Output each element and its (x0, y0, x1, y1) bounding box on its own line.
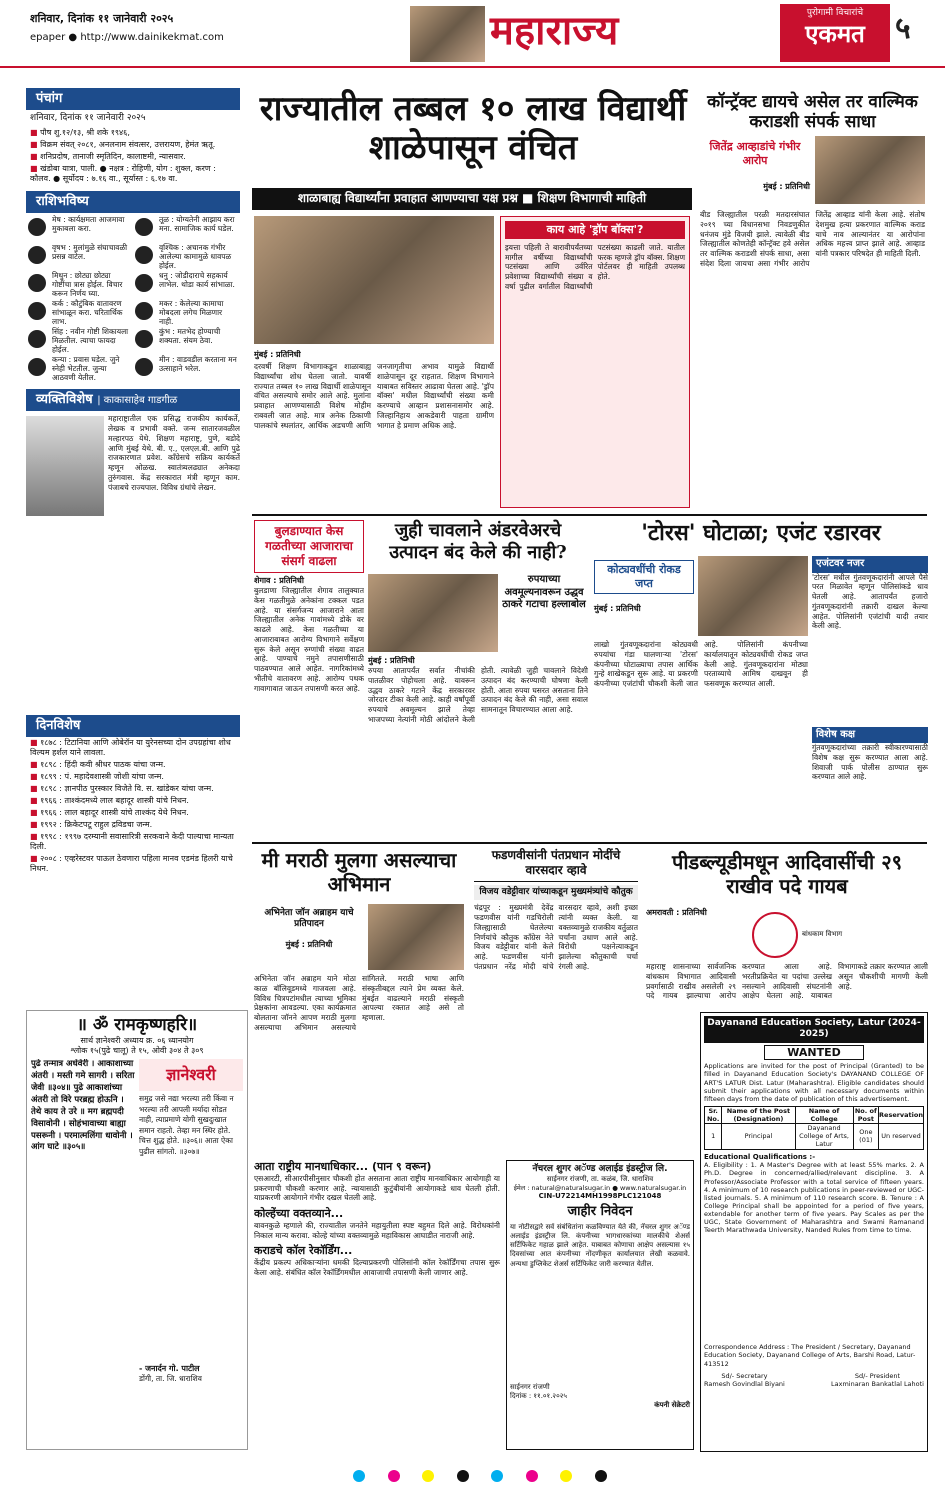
table-row (705, 1124, 924, 1149)
newspaper-logo (780, 4, 890, 62)
awhad-headline: कॉन्ट्रॅक्ट द्यायचे असेल तर वाल्मिक कराडशी संपर्क साधा (707, 92, 918, 133)
notice-secretary: कंपनी सेक्रेटरी (654, 1400, 690, 1409)
dayanand-intro: Applications are invited for the post of Principal (Granted) to be filled in Dayanand Education Society's DAYANAND COLLEGE OF ART'S LATUR Dist. Latur (Maharashtra). Eligible candidates should submit their applications with all necessary documents within fifteen days from the date of publication of this advertisement. (704, 1062, 924, 1103)
notice-sign: साईनगर रांजणी (510, 1383, 550, 1392)
masthead-photo (410, 6, 485, 62)
table-cell: Principal (722, 1124, 795, 1149)
notice-company: नॅचरल शुगर अॅण्ड अलाईड इंडस्ट्रीज लि. (532, 1164, 668, 1174)
table-cell: Un reserved (879, 1124, 924, 1149)
ramkrishna-box (26, 1010, 248, 1450)
notice-title: जाहीर निवेदन (567, 1203, 633, 1219)
dinvishesh-item: ■ १८९९ : पं. महादेवशास्त्री जोशी यांचा जन्म. (26, 771, 240, 783)
torres-dateline: मुंबई : प्रतिनिधी (594, 604, 641, 613)
torres-side (812, 556, 928, 838)
dinvishesh-item: ■ १८७८ : टिटानिया आणि ओबेरॉन या युरेनसच्या दोन उपग्रहांचा शोध विल्यम हर्शल याने लावला. (26, 737, 240, 759)
juhi-body: रुपया आतापर्यंत सर्वात नीचांकी पातळीवर पोहोचला आहे. यावरून उद्धव ठाकरे गटाने केंद्र सरकारवर जोरदार टीका केली आहे. काही वर्षांपूर्वी रुपयाचे अवमूल्यन झाले तेव्हा भाजपच्या नेत्यांनी मोठी आंदोलने केली होती. त्यावेळी जुही चावलाने विदेशी उत्पादन बंद करण्याची घोषणा केली होती. आता रुपया घसरत असताना तिने उत्पादन बंद केले की नाही, असा सवाल सामनातून विचारण्यात आला आहे. (368, 666, 588, 724)
awhad-photo (815, 136, 925, 204)
karad-headline: कराडचे कॉल रेकॉर्डिंग... (254, 1244, 353, 1258)
dinvishesh-list (26, 737, 240, 877)
wanted-label: WANTED (764, 1045, 864, 1061)
lead-dateline: मुंबई : प्रतिनिधी (254, 350, 301, 359)
vyakti-title: व्यक्तिविशेष (36, 392, 93, 408)
juhi-tag: रुपयाच्या अवमूल्यनावरून उद्धव ठाकरे गटाचा हल्लाबोल (502, 574, 586, 610)
juhi-dateline: मुंबई : प्रतिनिधी (368, 656, 415, 665)
notice-body: या नोटीसद्वारे सर्व संबंधितांना कळविण्यात येते की, नॅचरल शुगर अॅण्ड अलाईड इंडस्ट्रीज लि. कंपनीच्या भागधारकांच्या मालकीचे शेअर्स सर्टिफिकेट गहाळ झाले आहेत. याबाबत कोणाचा आक्षेप असल्यास १५ दिवसांच्या आत कंपनीच्या नोंदणीकृत कार्यालयात लेखी कळवावे. अन्यथा डुप्लिकेट शेअर्स सर्टिफिकेट जारी करण्यात येतील. (510, 1223, 690, 1268)
table-header-row (705, 1106, 924, 1123)
divider (252, 514, 927, 516)
verse-author: - जनार्दन गो. पाटील (139, 1364, 200, 1374)
rashi-item: वृश्चिक : अचानक गंभीर आलेल्या कामामुळे धावपळ होईल. (135, 244, 238, 270)
karad-body: केंद्रीय प्रकल्प अधिकाऱ्यांना धमकी दिल्याप्रकरणी पोलिसांनी कॉल रेकॉर्डिंगचा तपास सुरू केला आहे. संबंधित कॉल रेकॉर्डिंगमधील आवाजाची तपासणी केली जाणार आहे. (254, 1258, 500, 1277)
juhi-headline: जुही चावलाने अंडरवेअरचे उत्पादन बंद केले की नाही? (389, 520, 567, 563)
lead-photo (254, 216, 494, 344)
magenta-dot (388, 1470, 400, 1482)
dropbox-box (500, 216, 690, 508)
john-photo (368, 904, 464, 970)
rashtriya-headline: आता राष्ट्रीय मानधाधिकार... (पान ९ वरून) (254, 1160, 432, 1173)
agent-text: 'टोरस' मधील गुंतवणूकदारांनी आपले पैसे परत मिळावेत म्हणून पोलिसांकडे धाव घेतली आहे. आतापर्यंत हजारो गुंतवणूकदारांनी तक्रारी दाखल केल्या आहेत. पोलिसांनी एजंटांची यादी तयार केली आहे. (812, 572, 928, 631)
table-header: Reservation (879, 1106, 924, 1123)
rashi-item: सिंह : नवीन गोष्टी शिकायला मिळतील. त्याचा फायदा होईल. (28, 328, 131, 354)
juhi-photo (368, 574, 498, 652)
panchang-item: ■ शनिप्रदोष, तानाजी स्मृतिदिन, कालाष्टमी, न्यासवार. (26, 151, 240, 163)
kolhe-body: बावनकुळे म्हणाले की, राज्यातील जनतेने महायुतीला स्पष्ट बहुमत दिले आहे. विरोधकांनी निकाल मान्य करावा. कोल्हे यांच्या वक्तव्यामुळे महाविकास आघाडीत नाराजी आहे. (254, 1220, 500, 1240)
buldhana-headline: बुलडाण्यात केस गळतीच्या आजाराचा संसर्ग वाढला (254, 520, 364, 573)
dinvishesh-item: ■ १९९८ : १९९७ दरम्यानी सवासारित्री सरकवाने केदी पाल्याचा मान्यता दिली. (26, 831, 240, 853)
signatures (704, 1372, 924, 1388)
black-dot (595, 1470, 607, 1482)
left-column (26, 88, 240, 877)
sign-president-name: Laxminaran Bankatlal Lahoti (831, 1379, 924, 1388)
dinvishesh-item: ■ १८९८ : हिंदी कवी श्रीधर पाठक यांचा जन्म. (26, 759, 240, 771)
pwd-dateline: अमरावती : प्रतिनिधी (646, 908, 707, 917)
table-header: Name of the Post (Designation) (722, 1106, 795, 1123)
rashi-heading: राशिभविष्य (26, 191, 240, 213)
rashi-item: मीन : वाडवडील करताना मन उत्साहाने भरेल. (135, 356, 238, 382)
rashi-item: मिथुन : छोट्या छोट्या गोष्टींचा त्रास होईल. विचार करून निर्णय घ्या. (28, 272, 131, 298)
panchang-list (26, 127, 240, 185)
panchang-date: शनिवार, दिनांक ११ जानेवारी २०२५ (30, 113, 146, 123)
lead-body: दरवर्षी शिक्षण विभागाकडून शाळाबाह्य विद्यार्थ्यांचा शोध घेतला जातो. यावर्षी राज्यात तब्बल १० लाख विद्यार्थी शाळेपासून वंचित असल्याचे समोर आले आहे. मुलांना प्रवाहात आणण्यासाठी विशेष मोहीम राबवली जात आहे. मात्र अनेक ठिकाणी पालकांचे स्थलांतर, आर्थिक अडचणी आणि जनजागृतीचा अभाव यामुळे विद्यार्थी शाळेपासून दूर राहतात. शिक्षण विभागाने याबाबत सविस्तर आढावा घेतला आहे. 'ड्रॉप बॉक्स' मधील विद्यार्थ्यांची संख्या कमी करण्याचे आव्हान प्रशासनासमोर आहे. जिल्हानिहाय आकडेवारी पाहता ग्रामीण भागात हे प्रमाण अधिक आहे. (254, 362, 494, 430)
dnyaneshwari-logo: ज्ञानेश्वरी (139, 1059, 243, 1091)
torres-photo (698, 556, 808, 636)
table-header: No. of Post (854, 1106, 877, 1123)
fadnavis-story (474, 848, 638, 1154)
verse-place: डोंगी, ता. जि. धाराशिव (139, 1374, 202, 1384)
dinvishesh-item: ■ १९६६ : लाल बहादूर शास्त्री यांचे ताश्कंद येथे निधन. (26, 807, 240, 819)
table-cell: Dayanand College of Arts, Latur (795, 1124, 853, 1149)
agent-heading: एजंटवर नजर (812, 556, 928, 573)
sign-president: Sd/- President (854, 1371, 901, 1380)
cyan-dot (491, 1470, 503, 1482)
vishesh-text: गुंतवणूकदारांच्या तक्रारी स्वीकारण्यासाठी विशेष कक्ष सुरू करण्यात आला आहे. शिवाजी पार्क पोलीस ठाण्यात सुरू करण्यात आले आहे. (812, 743, 928, 782)
torres-body: लाखो गुंतवणूकदारांना कोट्यवधी रुपयांचा गंडा घालणाऱ्या 'टोरस' कंपनीच्या घोटाळ्याचा तपास आर्थिक गुन्हे शाखेकडून सुरू आहे. या प्रकरणी कंपनीच्या एजंटांची चौकशी केली जात आहे. पोलिसांनी कंपनीच्या कार्यालयातून कोट्यवधींची रोकड जप्त केली आहे. गुंतवणूकदारांना मोठ्या परताव्याचे आमिष दाखवून ही फसवणूक करण्यात आली. (594, 640, 808, 688)
dinvishesh-item: ■ २००८ : एव्हरेस्टवर पाऊल ठेवणारा पहिला मानव एडमंड हिलरी याचे निधन. (26, 853, 240, 875)
awhad-dateline: मुंबई : प्रतिनिधी (763, 182, 810, 191)
page-number: ५ (895, 11, 911, 46)
john-tag: अभिनेता जॉन अब्राहम याचे प्रतिपादन (264, 908, 354, 930)
fadnavis-headline: फडणवीसांनी पंतप्रधान मोदींचे वारसदार व्हावे (474, 848, 638, 882)
dayanand-table (704, 1106, 924, 1150)
juhi-body-col (368, 656, 588, 838)
dinvishesh-heading: दिनविशेष (26, 715, 240, 737)
panchang-item: ■ विक्रम संवत् २०८१, अनलनाम संवत्सर, उत्तरायण, हेमंत ऋतू. (26, 139, 240, 151)
buldhana-dateline: शेगाव : प्रतिनिधी (254, 576, 304, 585)
rashi-item: धनु : जोडीदाराचे सहकार्य लाभेल. थोडा कार्य सांभाळा. (135, 272, 238, 298)
qual-title: Educational Qualifications :- (704, 1152, 816, 1161)
edition-date: शनिवार, दिनांक ११ जानेवारी २०२५ (30, 12, 174, 25)
rashi-item: कुंभ : मतभेद होण्याची शक्यता. संयम ठेवा. (135, 328, 238, 354)
qual-text: A. Eligibility : 1. A Master's Degree with at least 55% marks. 2. A Ph.D. Degree in concerned/allied/relevant discipline. 3. A Professor/Associate Professor with a total service of fifteen years. 4. A minimum of 10 research publications in peer-reviewed or UGC-listed journals. 5. A minimum of 110 research score. B. Tenure : A College Principal shall be appointed for a period of five years, extendable for another term of five years. Pay Scales as per the UGC, State Government of Maharashtra and Swami Ramanand Teerth Marathwada University, Nanded Rules from time to time. (704, 1161, 924, 1235)
dinvishesh-item: ■ १९६६ : ताश्कंदमध्ये लाल बहादूर शास्त्री यांचे निधन. (26, 795, 240, 807)
notice-cin: CIN-U72214MH1998PLC121048 (538, 1192, 662, 1201)
epaper-link[interactable]: epaper ● http://www.dainikekmat.com (30, 32, 224, 43)
rashi-item: वृषभ : मुलांमुळे संघाचावळी प्रसन्न वाटेल. (28, 244, 131, 270)
vyakti-text: महाराष्ट्रातील एक प्रसिद्ध राजकीय कार्यकर्ते, लेखक व प्रभावी वक्ते. जन्म सातारजवळील मल्हारपठ येथे. शिक्षण महाराष्ट्र, पुणे, बडोदे आणि मुंबई येथे. बी. ए., एलएल.बी. आणि पुढे राजकारणात प्रवेश. काँग्रेसचे सक्रिय कार्यकर्ते म्हणून ओळख. स्वातंत्र्यलढ्यात अनेकदा तुरुंगवास. केंद्र सरकारात मंत्री म्हणून काम. पंजाबचे राज्यपाल. विविध ग्रंथांचे लेखन. (108, 414, 240, 492)
cyan-dot (353, 1470, 365, 1482)
awhad-tag: जितेंद्र आव्हाडांचे गंभीर आरोप (709, 140, 801, 167)
ramkrishna-title: ॥ ॐ रामकृष्णहरि॥ (76, 1015, 198, 1035)
panchang-item: ■ खंडोबा यात्रा, पाली. ● नक्षत्र : रोहिणी, योग : शुक्ल, करण : कौलव. ● सूर्योदय : ७.१६ वा., सूर्यास्त : ६.१७ वा. (26, 163, 240, 185)
vyakti-body (26, 411, 240, 711)
notice-contact: ईमेल : natural@naturalsugar.in ● www.naturalsugar.in (513, 1184, 687, 1192)
fadnavis-body: चंद्रपूर : मुख्यमंत्री देवेंद्र फडणवीस यांनी गडचिरोली जिल्ह्यासाठी घेतलेल्या निर्णयांचे कौतुक काँग्रेस नेते विजय वडेट्टीवार यांनी केले आहे. फडणवीस यांनी पंतप्रधान नरेंद्र मोदी यांचे वारसदार व्हावे, अशी इच्छा त्यांनी व्यक्त केली. या वक्तव्यामुळे राजकीय वर्तुळात चर्चांना उधाण आले आहे. विरोधी पक्षनेत्याकडून झालेल्या कौतुकाची चर्चा रंगली आहे. (474, 903, 638, 971)
yellow-dot (560, 1470, 572, 1482)
notice-date: दिनांक : ११.०१.२०२५ (510, 1391, 567, 1400)
awhad-body: बीड जिल्ह्यातील परळी मतदारसंघात २०१९ च्या विधानसभा निवडणुकीत धनंजय मुंडे विजयी झाले. त्यावेळी बीड जिल्ह्यातील कोणतेही कॉन्ट्रॅक्ट हवे असेल तर वाल्मिक कराडशी संपर्क साधा, असा संदेश दिला जायचा असा गंभीर आरोप जितेंद्र आव्हाड यांनी केला आहे. संतोष देशमुख हत्या प्रकरणात वाल्मिक कराड याचे नाव आल्यानंतर या आरोपांना अधिक महत्त्व प्राप्त झाले आहे. आव्हाड यांनी पत्रकार परिषदेत ही माहिती दिली. (700, 210, 925, 268)
pwd-logo-text: बांधकाम विभाग (802, 930, 843, 938)
pwd-body: महाराष्ट्र शासनाच्या सार्वजनिक बांधकाम विभागात आदिवासी प्रवर्गासाठी राखीव असलेली २९ पदे गायब झाल्याचा आरोप करण्यात आला आहे. भरतीप्रक्रियेत या पदांचा उल्लेख नसल्याने आदिवासी संघटनांनी आक्षेप घेतला आहे. याबाबत विभागाकडे तक्रार करण्यात आली असून चौकशीची मागणी केली आहे. (646, 962, 928, 1001)
notice-address: साईनगर रांजणी, ता. कळंब, जि. धाराशिव (546, 1175, 654, 1184)
rashi-item: कन्या : प्रवास घडेल. जुने स्नेही भेटतील. जुन्या आठवणी येतील. (28, 356, 131, 382)
logo-name: एकमत (805, 20, 865, 49)
dropbox-text: इयत्ता पहिली ते बारावीपर्यंतच्या मागील वर्षीच्या विद्यार्थ्यांची पटसंख्या आणि उर्वरित प्रवेशाच्या विद्यार्थ्यांची संख्या व वर्षा पुढील वर्गातील विद्यार्थ्यांची पटसंख्या काढली जाते. यातील फरक म्हणजे ड्रॉप बॉक्स. शिक्षण पोर्टलवर ही माहिती उपलब्ध होते. (505, 242, 685, 291)
vyakti-photo (26, 416, 104, 516)
torres-sub: कोट्यवधींची रोकड जप्त (594, 560, 694, 594)
pwd-headline: पीडब्ल्यूडीमधून आदिवासींची २९ राखीव पदे गायब (671, 850, 902, 898)
section-masthead: महाराज्य (490, 7, 619, 54)
panchang-item: ■ पौष शु.१२/१३, श्री शके १९४६, (26, 127, 240, 139)
panchang-heading: पंचांग (26, 88, 240, 110)
printer-color-bar (70, 1470, 890, 1485)
lead-body-col (254, 350, 494, 510)
lead-headline: राज्यातील तब्बल १० लाख विद्यार्थी शाळेपासून वंचित (259, 89, 687, 169)
rashi-item: कर्क : कौटुंबिक वातावरण सांभाळून करा. चरितार्थिक लाभ. (28, 300, 131, 326)
dayanand-ad (700, 1012, 928, 1452)
table-header: Name of College (795, 1106, 853, 1123)
verse2-text: समुद्र जसे नद्या भरल्या तरी किंवा न भरल्या तरी आपली मर्यादा सोडत नाही, त्याप्रमाणे योगी सुखदुःखात समान राहतो. तेव्हा मन स्थिर होते. चित्त शुद्ध होते. ॥३०६॥ आता ऐका पुढील सांगतो. ॥३०७॥ (139, 1094, 234, 1156)
dinvishesh-item: ■ १८९८ : ज्ञानपीठ पुरस्कार विजेते वि. स. खांडेकर यांचा जन्म. (26, 783, 240, 795)
fadnavis-tag: विजय वडेट्टीवार यांच्याकडून मुख्यमंत्र्यांचे कौतुक (474, 885, 638, 900)
rashtriya-body: एसआरटी, सीआरपीसीनुसार चौकशी होत असताना आता राष्ट्रीय मानवाधिकार आयोगाही या प्रकरणाची चौकशी करणार आहे. न्यायासाठी कुटुंबीयांनी आयोगाकडे धाव घेतली होती. याप्रकरणी आयोगाने गंभीर दखल घेतली आहे. (254, 1173, 500, 1203)
table-cell: One (01) (853, 1124, 878, 1149)
kolhe-headline: कोल्हेंच्या वक्तव्याने... (254, 1207, 344, 1220)
natural-sugar-notice (506, 1160, 694, 1450)
dinvishesh-item: ■ १९९२ : क्रिकेटपटू राहुल द्रविडचा जन्म. (26, 819, 240, 831)
john-dateline: मुंबई : प्रतिनिधी (285, 940, 333, 949)
rashi-item: तूळ : योग्यतेनी आझाय करा मना. सामाजिक कार्य घडेल. (135, 216, 238, 242)
john-body: अभिनेता जॉन अब्राहम याने मोठा काळ बॉलिवूडमध्ये गाजवला आहे. विविध चित्रपटांमधील त्याच्या भूमिका प्रेक्षकांना आवडल्या. एका कार्यक्रमात बोलताना जॉनने आपण मराठी मुलगा असल्याचा अभिमान असल्याचे सांगितले. मराठी भाषा आणि संस्कृतीबद्दल त्याने प्रेम व्यक्त केले. मुंबईत वाढल्याने मराठी संस्कृती आपल्या रक्तात आहे असे तो म्हणाला. (254, 974, 464, 1032)
pwd-logo (752, 912, 798, 958)
divider (252, 842, 927, 844)
vyakti-name: काकासाहेब गाडगीळ (103, 395, 178, 407)
buldhana-body: बुलडाणा जिल्ह्यातील शेगाव तालुक्यात केस गळतीमुळे अनेकांना टक्कल पडत आहे. या संसर्गजन्य आजाराने आता जिल्ह्यातील अनेक गावांमध्ये डोके वर काढले आहे. केस गळतीच्या या आजाराबाबत आरोग्य विभागाने सर्वेक्षण सुरू केले असून रुग्णांची संख्या वाढत आहे. पाण्याचे नमुने तपासणीसाठी पाठवण्यात आले आहेत. नागरिकांमध्ये भीतीचे वातावरण आहे. आरोग्य पथक गावागावात जाऊन तपासणी करत आहे. (254, 586, 364, 693)
john-headline: मी मराठी मुलगा असल्याचा अभिमान (261, 848, 457, 896)
sign-secretary: Sd/- Secretary (721, 1371, 768, 1380)
table-cell: 1 (705, 1124, 722, 1149)
black-dot (457, 1470, 469, 1482)
yellow-dot (422, 1470, 434, 1482)
rashi-item: मकर : केलेल्या कामाचा मोबदला लगेच मिळणार नाही. (135, 300, 238, 326)
vishesh-heading: विशेष कक्ष (812, 727, 928, 744)
dayanand-title: Dayanand Education Society, Latur (2024-2025) (704, 1016, 924, 1043)
rashi-grid (26, 213, 240, 385)
continuations (254, 1160, 500, 1450)
verse-text: पुढे तन्मात्र अर्धवेरी । आकाशाच्या अंतरी । मस्ती गमे सागरी । सरिता जेवी ॥३०४॥ पुढे आकाशांच्या अंतरी तो विरे परब्रह्म होऊनि । तेथे काय ते उरे ॥ मग ब्रह्मपदी विसावोनी । सोहंभावाच्या बाह्या पसरूनी । परमात्मलिंगा धावोनी । आंग घाटे ॥३०५॥ (31, 1059, 135, 1153)
dropbox-title: काय आहे 'ड्रॉप बॉक्स'? (505, 221, 685, 239)
torres-headline: 'टोरस' घोटाळा; एजंट रडारवर (641, 520, 881, 546)
sign-secretary-name: Ramesh Govindlal Biyani (704, 1379, 785, 1388)
lead-deck: शाळाबाह्य विद्यार्थ्यांना प्रवाहात आणण्याचा यक्ष प्रश्न ■ शिक्षण विभागाची माहिती (252, 188, 692, 210)
ramkrishna-sub2: श्लोक १५(पुढे चालू) ते १५, ओवी ३०४ ते ३०९ (70, 1046, 204, 1056)
logo-tagline: पुरोगामी विचारांचे (806, 8, 864, 18)
table-header: Sr. No. (705, 1106, 722, 1123)
ramkrishna-sub1: सार्थ ज्ञानेश्वरी अध्याय क्र. ०६ ध्यानयोग (80, 1036, 194, 1046)
buldhana-story (254, 520, 364, 838)
magenta-dot (526, 1470, 538, 1482)
vyakti-heading: व्यक्तिविशेष | काकासाहेब गाडगीळ (26, 389, 240, 411)
rashi-item: मेष : कार्यक्षमता आजमावा मुकाबला करा. (28, 216, 131, 242)
corr-address: Correspondence Address : The President / Secretary, Dayanand Education Society, Dayanand College of Arts, Barshi Road, Latur-413512 (704, 1343, 916, 1368)
